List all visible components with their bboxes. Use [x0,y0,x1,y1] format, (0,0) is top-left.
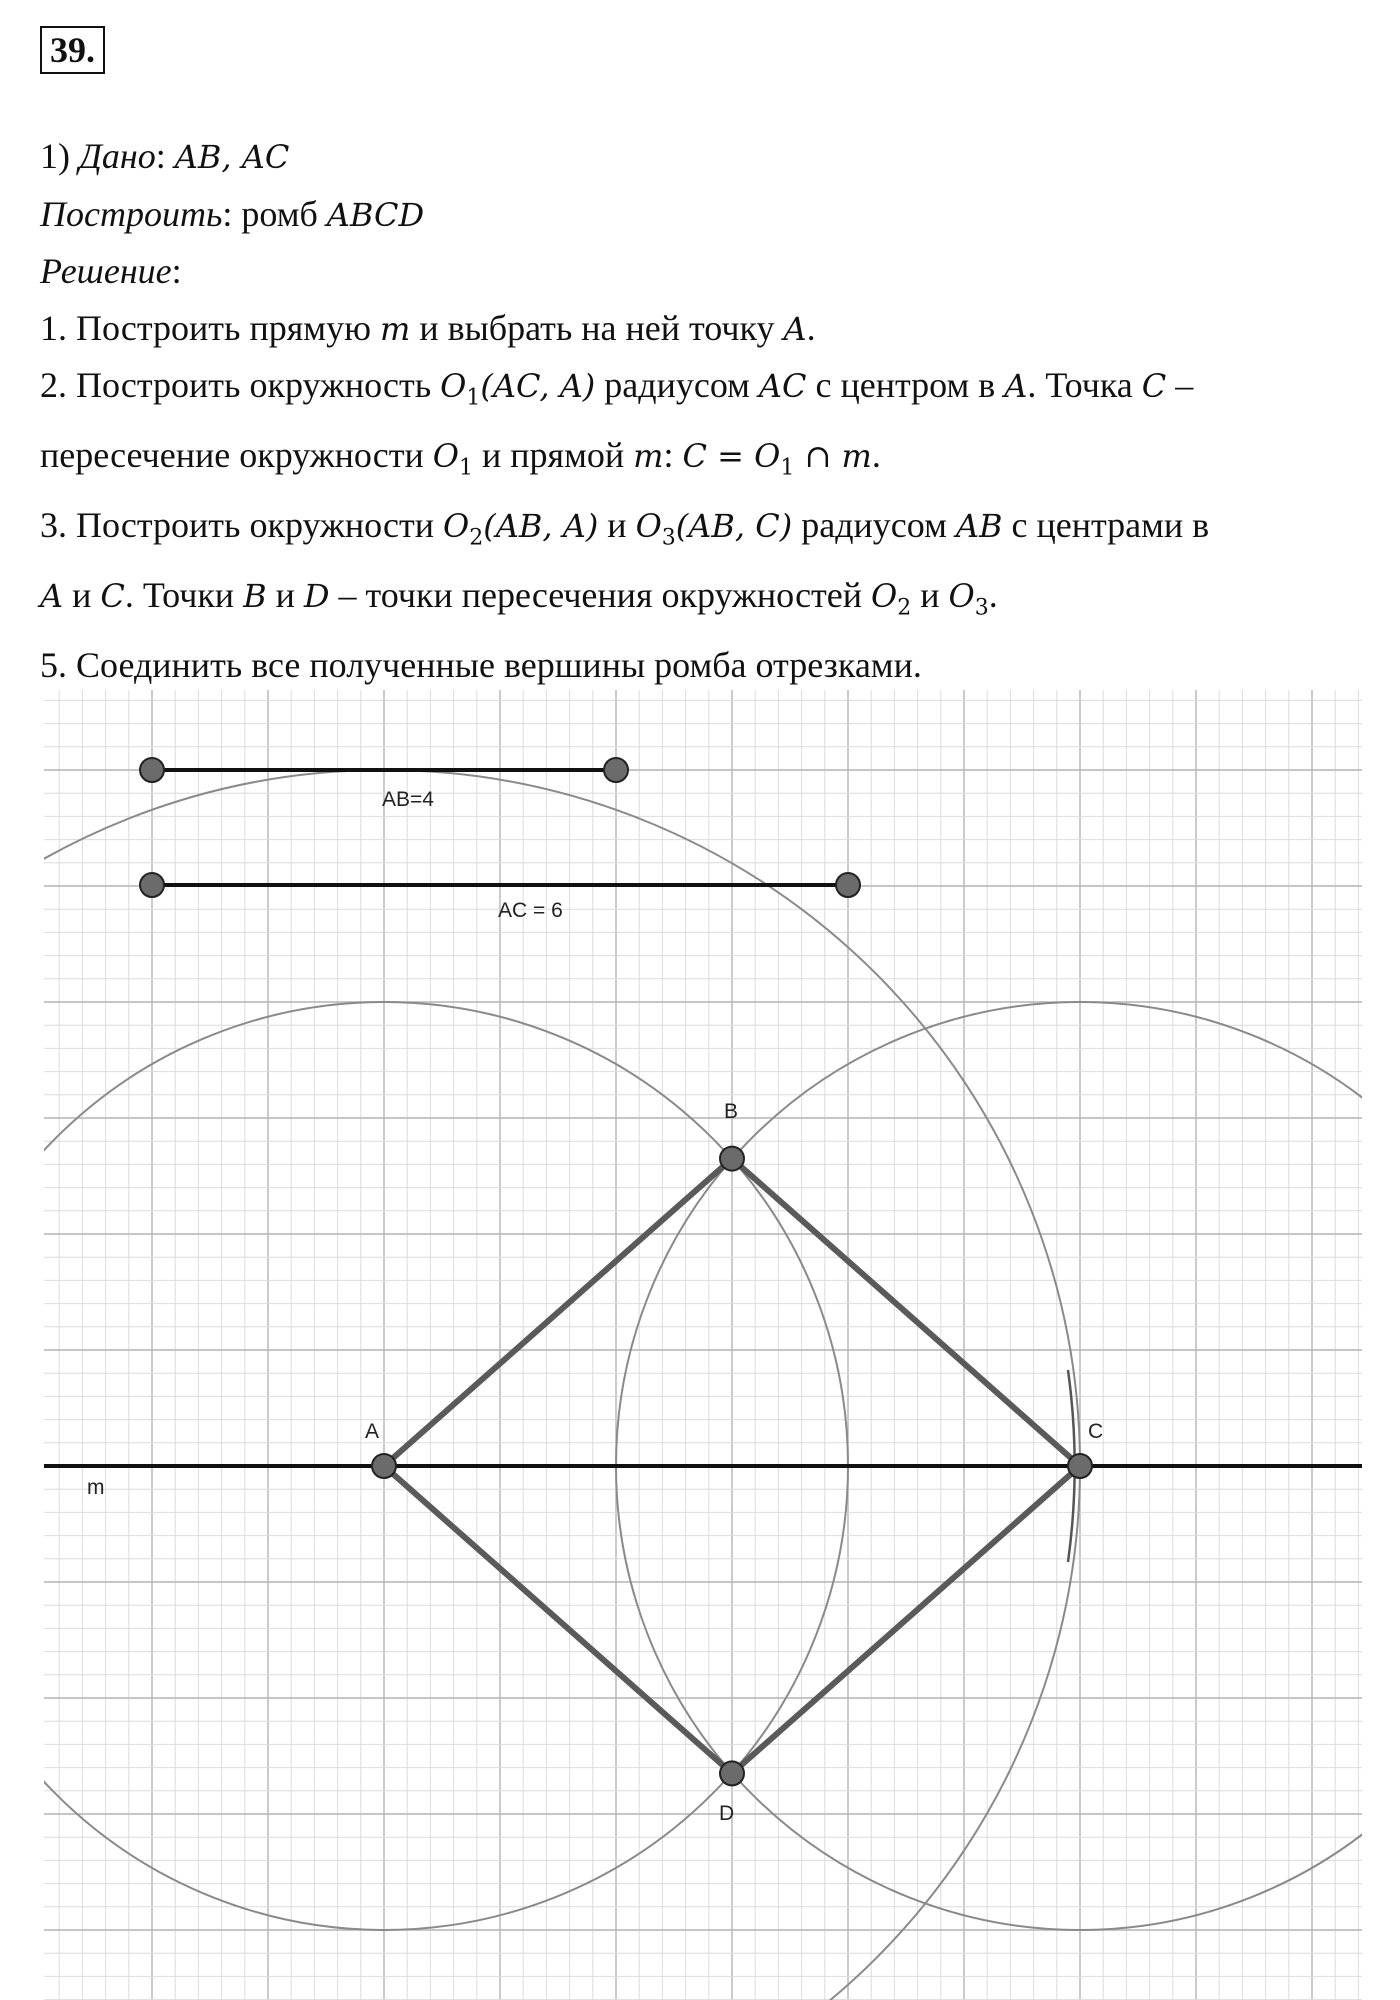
step-text: Соединить все полученные вершины ромба отрезками. [76,644,922,685]
math-o: O [440,367,467,405]
solution-label: Решение [40,251,172,291]
step-text: : [663,434,674,475]
step-text: с центрами в [1011,504,1210,545]
math-m: m [633,436,664,475]
math-b: B [243,576,267,615]
construct-value: ABCD [326,195,425,234]
math-args: (AB, A) [483,506,599,545]
step-text: радиусом [604,365,750,405]
step-text: – точки пересечения окружностей [338,574,863,615]
math-formula-main: C = O [682,436,781,475]
math-o: O [635,506,662,545]
step-text: – [1175,365,1194,405]
math-o: O [948,576,975,615]
step-text: Построить прямую [76,307,371,348]
segment-ab-end-point [604,758,628,782]
given-line: 1) Дано: AB, AC [40,136,290,176]
step-text: и [275,574,295,615]
math-sub: 2 [897,595,912,621]
given-label: Дано [79,136,156,176]
step-text: . [806,307,816,348]
given-value: AB, AC [174,138,290,176]
step-text: пересечение окружности [40,434,424,475]
construct-line: Построить: ромб ABCD [40,193,425,234]
math-o: O [443,506,470,545]
step-text: Построить окружность [76,365,432,405]
step-text: . Точки [124,574,235,615]
point-d [720,1761,744,1785]
segment-ab-start-point [140,758,164,782]
figure-lines [44,770,1362,1773]
line-label-m: m [87,1476,105,1499]
solution-line: Решение: [40,251,182,291]
step-text: . Точка [1027,365,1133,405]
math-ac: AC [758,367,807,405]
math-args: (AC, A) [480,367,596,405]
math-m: m [379,309,411,348]
step-number: 5. [40,644,67,685]
math-a: A [40,576,64,615]
step-text: с центром в [815,365,996,405]
math-args: (AB, C) [675,506,793,545]
segment-ac-start-point [140,873,164,897]
step-text: . [871,434,881,475]
step-text: радиусом [801,504,947,545]
segment-ac-end-point [836,873,860,897]
math-a: A [1004,367,1028,405]
point-label-a: A [365,1420,380,1443]
math-c: C [100,576,125,615]
math-sub: 1 [459,455,473,481]
point-label-c: C [1088,1420,1104,1443]
step-text: и [72,574,92,615]
math-formula-end: ∩ m [804,436,872,475]
construct-label: Построить [40,193,223,234]
math-ab: AB [955,506,1003,545]
math-sub: 1 [780,455,795,481]
step-text: . [988,574,998,615]
step-number: 1. [40,307,67,348]
step-text: и выбрать на ней точку [419,307,775,348]
step-number: 3. [40,504,67,545]
construct-text: ромб [241,193,318,234]
point-b [720,1147,744,1171]
math-a: A [783,309,807,348]
math-sub: 1 [466,385,481,411]
segment-label-ac: AC = 6 [498,899,563,922]
problem-number: 39. [40,26,105,74]
step-text: и прямой [482,434,625,475]
math-o: O [871,576,898,615]
step-text: и [920,574,940,615]
math-sub: 3 [661,525,676,551]
point-label-b: B [724,1100,739,1123]
part-number: 1) [40,136,70,176]
step-number: 2. [40,365,67,405]
math-c: C [1141,367,1167,405]
step-text: и [607,504,627,545]
point-c [1068,1454,1092,1478]
segment-label-ab: AB=4 [382,788,434,811]
math-o: O [432,436,459,475]
construction-circles [0,770,1400,2000]
point-label-d: D [719,1802,735,1825]
point-a [372,1454,396,1478]
math-d: D [303,576,330,615]
math-sub: 3 [974,595,989,621]
math-sub: 2 [469,525,484,551]
step-text: Построить окружности [76,504,435,545]
